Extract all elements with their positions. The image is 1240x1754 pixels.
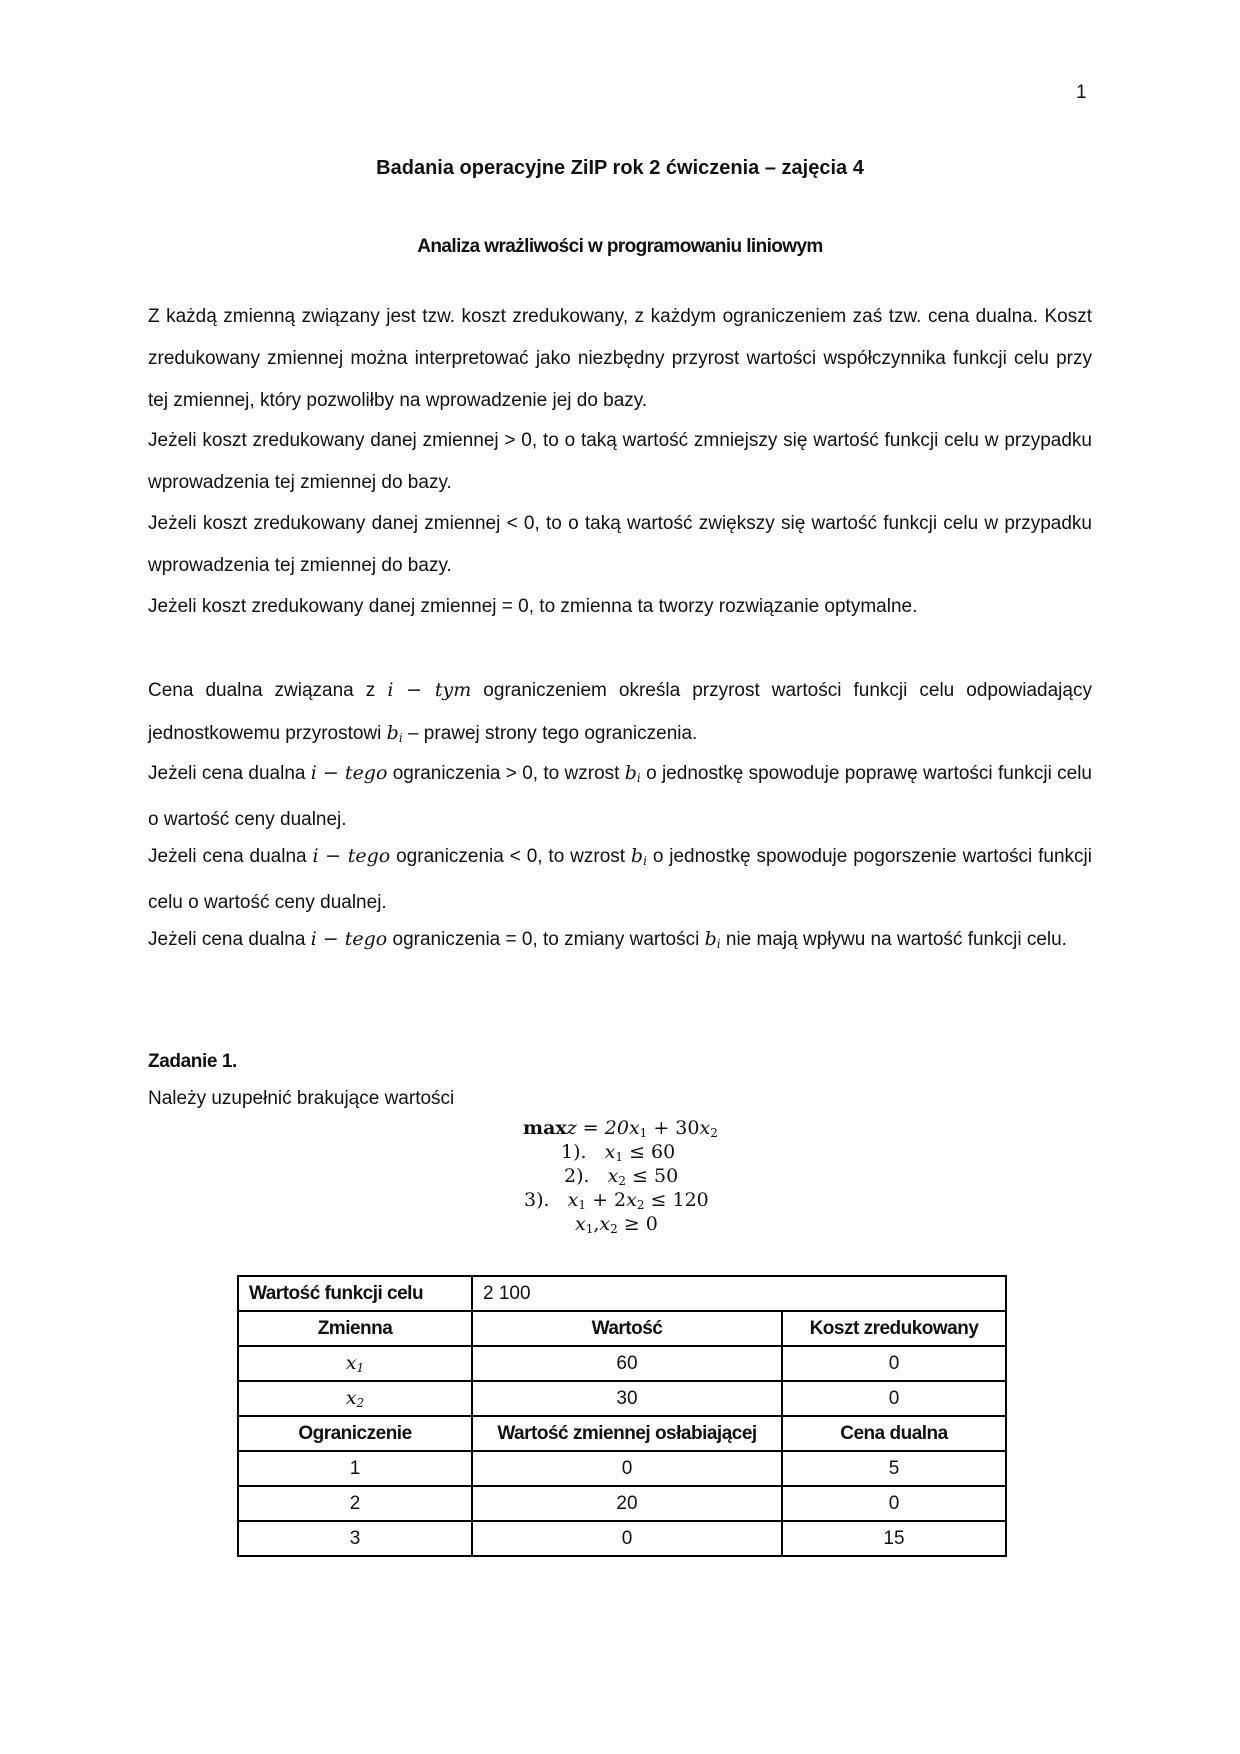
dual-p2-text-c: o jednostkę spowoduje poprawę wartości funkcji celu o wartość ceny dualnej.	[148, 763, 1092, 830]
header-slack: Wartość zmiennej osłabiającej	[472, 1416, 782, 1451]
math-b-i: $b_i$	[624, 762, 641, 785]
math-i-tego: i − tego	[312, 845, 391, 867]
math-b-i: $b_i$	[704, 928, 721, 951]
dual-p3-text-b: ograniczenia < 0, to wzrost	[390, 846, 631, 867]
constraint-dual-price: 15	[782, 1521, 1006, 1556]
objective-label: Wartość funkcji celu	[238, 1276, 472, 1311]
dual-p2-text-a: Jeżeli cena dualna	[148, 763, 311, 784]
header-reduced-cost: Koszt zredukowany	[782, 1311, 1006, 1346]
dual-p4-text-b: ograniczenia = 0, to zmiany wartości	[387, 929, 705, 950]
dual-paragraph-1	[148, 669, 1092, 759]
dual-paragraph-4	[148, 918, 1092, 965]
variable-reduced-cost: 0	[782, 1381, 1006, 1416]
dual-p4-text-c: nie mają wpływu na wartość funkcji celu.	[720, 929, 1067, 950]
dual-p2-text-b: ograniczenia > 0, to wzrost	[387, 763, 625, 784]
objective-value: 2 100	[472, 1276, 1006, 1311]
table-row	[238, 1451, 1006, 1486]
header-value: Wartość	[472, 1311, 782, 1346]
objective-function: $\max z = 20x_1 + 30x_2$	[523, 1117, 718, 1140]
intro-paragraph-3: Jeżeli koszt zredukowany danej zmiennej < 0, to o taką wartość zwiększy się wartość funkcji celu w przypadku wprowadzenia tej zmiennej do bazy.	[148, 513, 1092, 576]
dual-p1-text-c: – prawej strony tego ograniczenia.	[402, 723, 698, 744]
variable-value: 30	[472, 1381, 782, 1416]
dual-p1-text-b: ograniczeniem określa przyrost wartości funkcji celu odpowiadający jednostkowemu przyrostowi	[148, 680, 1092, 744]
dual-p4-text-a: Jeżeli cena dualna	[148, 929, 311, 950]
intro-paragraph-4: Jeżeli koszt zredukowany danej zmiennej = 0, to zmienna ta tworzy rozwiązanie optymalne.	[148, 596, 918, 617]
variable-name: $x_2$	[238, 1381, 472, 1416]
dual-p3-text-c: o jednostkę spowoduje pogorszenie wartości funkcji celu o wartość ceny dualnej.	[148, 846, 1092, 913]
dual-paragraph-2	[148, 752, 1092, 841]
intro-paragraph-2: Jeżeli koszt zredukowany danej zmiennej > 0, to o taką wartość zmniejszy się wartość funkcji celu w przypadku wprowadzenia tej zmiennej do bazy.	[148, 430, 1092, 493]
constraint-2: 2). $x_2 \le 50$	[564, 1165, 679, 1188]
constraint-slack: 20	[472, 1486, 782, 1521]
nonnegativity-constraint: $x_1,x_2 \ge 0$	[575, 1213, 658, 1236]
constraint-slack: 0	[472, 1521, 782, 1556]
page-number: 1	[1076, 82, 1087, 103]
table-row	[238, 1381, 1006, 1416]
task-instruction: Należy uzupełnić brakujące wartości	[148, 1088, 455, 1109]
variable-header-row	[238, 1311, 1006, 1346]
variable-value: 60	[472, 1346, 782, 1381]
task-heading: Zadanie 1.	[148, 1051, 237, 1072]
sensitivity-table	[237, 1275, 1007, 1557]
table-row	[238, 1346, 1006, 1381]
constraint-dual-price: 0	[782, 1486, 1006, 1521]
objective-row	[238, 1276, 1006, 1311]
variable-reduced-cost: 0	[782, 1346, 1006, 1381]
math-i-tym: i − tym	[387, 679, 472, 701]
constraint-header-row	[238, 1416, 1006, 1451]
math-b-i: $b_i$	[386, 722, 403, 745]
math-i-tego: i − tego	[310, 928, 388, 950]
intro-paragraph-1: Z każdą zmienną związany jest tzw. koszt zredukowany, z każdym ograniczeniem zaś tzw. cena dualna. Koszt zredukowany zmiennej można interpretować jako niezbędny przyrost wartości współczynnika funkcji celu przy tej zmiennej, który pozwoliłby na wprowadzenie jej do bazy.	[148, 306, 1092, 411]
header-variable: Zmienna	[238, 1311, 472, 1346]
constraint-id: 1	[238, 1451, 472, 1486]
dual-paragraph-3	[148, 835, 1092, 924]
table-row	[238, 1521, 1006, 1556]
constraint-id: 3	[238, 1521, 472, 1556]
document-subtitle: Analiza wrażliwości w programowaniu liniowym	[417, 236, 823, 257]
math-b-i: $b_i$	[630, 845, 647, 868]
dual-p3-text-a: Jeżeli cena dualna	[148, 846, 313, 867]
constraint-slack: 0	[472, 1451, 782, 1486]
constraint-dual-price: 5	[782, 1451, 1006, 1486]
dual-p1-text-a: Cena dualna związana z	[148, 680, 388, 701]
constraint-1: 1). $x_1 \le 60$	[561, 1141, 676, 1164]
header-constraint: Ograniczenie	[238, 1416, 472, 1451]
table-row	[238, 1486, 1006, 1521]
document-title: Badania operacyjne ZiIP rok 2 ćwiczenia – zajęcia 4	[376, 157, 864, 179]
math-i-tego: i − tego	[310, 762, 388, 784]
constraint-3: 3). $x_1 + 2x_2 \le 120$	[524, 1189, 709, 1212]
constraint-id: 2	[238, 1486, 472, 1521]
header-dual-price: Cena dualna	[782, 1416, 1006, 1451]
variable-name: $x_1$	[238, 1346, 472, 1381]
